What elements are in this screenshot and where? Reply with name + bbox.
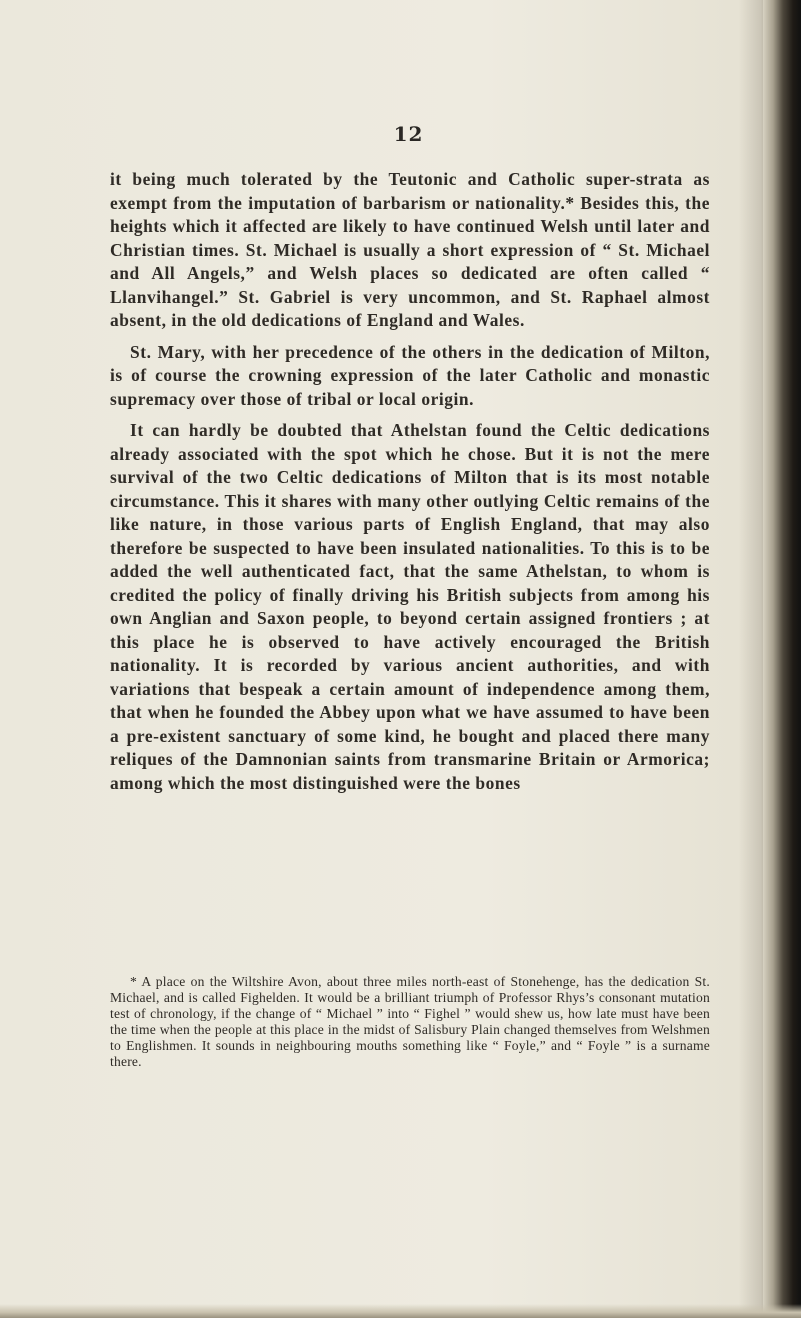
body-text	[110, 168, 710, 795]
paragraph: it being much tolerated by the Teutonic and Catholic super-strata as exempt from the imputation of barbarism or nationality.* Besides this, the heights which it affected are likely to have continued Welsh until later and Christian times. St. Michael is usually a short expression of “ St. Michael and All Angels,” and Welsh places so dedicated are often called “ Llanvihangel.” St. Gabriel is very uncommon, and St. Raphael almost absent, in the old dedications of England and Wales.	[110, 169, 710, 330]
binding-shadow	[739, 0, 763, 1318]
page-number: 12	[393, 122, 424, 146]
book-binding-edge	[761, 0, 801, 1318]
page-bottom-edge	[0, 1304, 801, 1318]
footnote	[110, 974, 710, 1070]
paragraph: St. Mary, with her precedence of the others in the dedication of Milton, is of course the crowning expression of the later Catholic and monastic supremacy over those of tribal or local origin.	[110, 341, 710, 409]
footnote-text: * A place on the Wiltshire Avon, about three miles north-east of Stonehenge, has the dedication St. Michael, and is called Fighelden. It would be a brilliant triumph of Professor Rhys’s consonant mutation test of chronology, if the change of “ Michael ” into “ Fighel ” would shew us, how late must have been the time when the people at this place in the midst of Salisbury Plain changed themselves from Welshmen to Englishmen. It sounds in neighbouring mouths something like “ Foyle,” and “ Foyle ” is a surname there.	[110, 974, 710, 1069]
paragraph: It can hardly be doubted that Athelstan found the Celtic dedications already associated with the spot which he chose. But it is not the mere survival of the two Celtic dedications of Milton that is its most notable circumstance. This it shares with many other outlying Celtic remains of the like nature, in those various parts of English England, that may also therefore be suspected to have been insulated nationalities. To this is to be added the well authenticated fact, that the same Athelstan, to whom is credited the policy of finally driving his British subjects from among his own Anglian and Saxon people, to beyond certain assigned frontiers ; at this place he is observed to have actively encouraged the British nationality. It is recorded by various ancient authorities, and with variations that bespeak a certain amount of independence among them, that when he founded the Abbey upon what we have assumed to have been a pre-existent sanctuary of some kind, he bought and placed there many reliques of the Damnonian saints from transmarine Britain or Armorica; among which the most distinguished were the bones	[110, 420, 710, 793]
